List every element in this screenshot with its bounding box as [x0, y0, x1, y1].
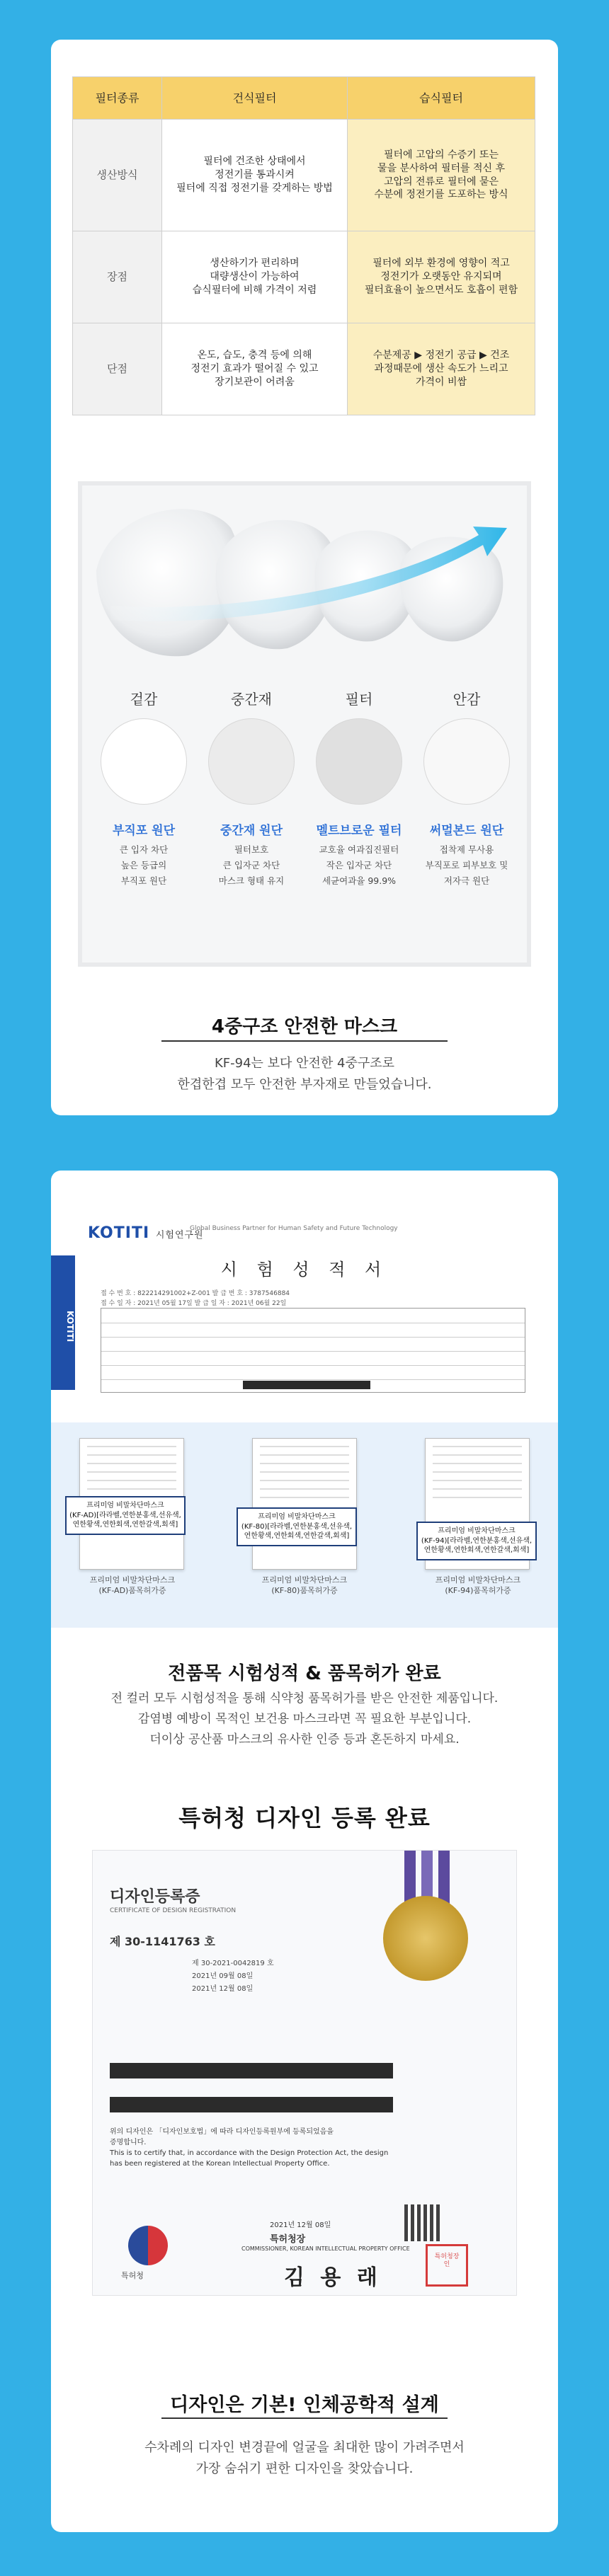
- registration-date: 2021년 12월 08일: [192, 1985, 254, 1993]
- permit-document-caption: 프리미엄 비말차단마스크 (KF-AD)품목허가증: [89, 1575, 176, 1595]
- section-heading: 특허청 디자인 등록 완료: [178, 1805, 431, 1832]
- section-heading: 디자인은 기본! 인체공학적 설계: [170, 2394, 439, 2416]
- design-certificate-title: 디자인등록증: [110, 1888, 200, 1906]
- application-number: 제 30-2021-0042819 호: [192, 1960, 274, 1967]
- row-label: 장점: [73, 231, 162, 323]
- permit-document-label: 프리미엄 비말차단마스크 (KF-AD)[라라벨,연한분홍색,선유색, 연한황색,연한회색,연한갈색,회색]: [65, 1496, 186, 1535]
- layer-inner: [414, 688, 520, 889]
- row-label: 생산방식: [73, 120, 162, 231]
- wet-filter-cell: 필터에 외부 환경에 영향이 적고 정전기가 오랫동안 유지되며 필터효율이 높으면서도 호흡이 편함: [348, 231, 535, 323]
- layer-description: 교호율 여과집진필터 작은 입자군 차단 세균여과율 99.9%: [319, 844, 399, 886]
- layer-description: 큰 입자 차단 높은 등급의 부직포 원단: [119, 844, 169, 886]
- certificate-statement: 위의 디자인은 「디자인보호법」에 따라 디자인등록원부에 등록되었음을 증명합니다. This is to certify that, in accordance with the Design Protection Act, the design has been registered at the Korean Intellectual Property Office.: [110, 2128, 389, 2168]
- dry-filter-cell: 온도, 습도, 충격 등에 의해 정전기 효과가 떨어질 수 있고 장기보관이 어려움: [162, 323, 348, 415]
- certificate-info-line: 접 수 일 자 : 2021년 05월 17일 발 급 일 자 : 2021년 06월 22일: [101, 1300, 287, 1307]
- mask-info-card-1: [51, 40, 558, 1115]
- layer-title: 부직포 원단: [112, 824, 176, 838]
- divider: [161, 2417, 448, 2419]
- layer-outer: [91, 688, 197, 889]
- certificate-tagline: Global Business Partner for Human Safety and Future Technology: [190, 1225, 398, 1232]
- kipo-label: 특허청: [121, 2271, 144, 2280]
- section-text: 수차례의 디자인 변경끝에 얼굴을 최대한 많이 가려주면서 가장 숨쉬기 편한 디자인을 찾았습니다.: [144, 2440, 465, 2476]
- layer-title: 써멀본드 원단: [429, 824, 504, 838]
- mask-structure-illustration: [78, 481, 531, 967]
- design-certificate-subtitle: CERTIFICATE OF DESIGN REGISTRATION: [110, 1907, 237, 1914]
- wet-filter-cell: 수분제공 ▶ 정전기 공급 ▶ 건조 과정때문에 생산 속도가 느리고 가격이 비쌈: [348, 323, 535, 415]
- test-certificate-image: [51, 1213, 558, 1398]
- mask-layers-image: [82, 485, 527, 677]
- dry-filter-cell: 필터에 건조한 상태에서 정전기를 통과시켜 필터에 직접 정전기를 갖게하는 방법: [162, 120, 348, 231]
- gold-seal-icon: [383, 1896, 468, 1981]
- section-heading: 4중구조 안전한 마스크: [211, 1016, 398, 1037]
- table-row: [73, 323, 535, 415]
- official-stamp: 특허청장 인: [426, 2244, 468, 2287]
- permit-document-caption: 프리미엄 비말차단마스크 (KF-80)품목허가증: [261, 1575, 348, 1595]
- table-header: 건식필터: [162, 77, 348, 120]
- certificate-table: [101, 1308, 525, 1393]
- layer-swatch: [208, 718, 295, 805]
- qr-code-icon: [404, 2204, 441, 2241]
- layer-filter: [306, 688, 412, 889]
- redacted-field: [110, 2097, 393, 2112]
- permit-document-caption: 프리미엄 비말차단마스크 (KF-94)품목허가증: [435, 1575, 521, 1595]
- layer-swatch: [316, 718, 402, 805]
- kotiti-side-band: KOTITI: [51, 1255, 75, 1390]
- certificate-info-line: 접 수 번 호 : 822214291002+Z-001 발 급 번 호 : 3787546884: [101, 1290, 290, 1297]
- wet-filter-cell: 필터에 고압의 수증기 또는 물을 분사하여 필터를 적신 후 고압의 전류로 필터에 묻은 수분에 정전기를 도포하는 방식: [348, 120, 535, 231]
- layer-name: 겉감: [130, 691, 158, 708]
- table-header: 습식필터: [348, 77, 535, 120]
- layer-description: 필터보호 큰 입자군 차단 마스크 형태 유지: [218, 844, 285, 886]
- commissioner-title-en: COMMISSIONER, KOREAN INTELLECTUAL PROPERTY OFFICE: [241, 2246, 410, 2252]
- layer-title: 중간재 원단: [220, 824, 283, 838]
- permit-document-label: 프리미엄 비말차단마스크 (KF-94)[라라벨,연한분홍색,선유색, 연한황색,연한회색,연한갈색,회색]: [416, 1522, 537, 1560]
- layer-title: 멜트브로운 필터: [316, 824, 402, 838]
- registration-number: 제 30-1141763 호: [110, 1935, 215, 1948]
- section-text: KF-94는 보다 안전한 4중구조로 한겹한겹 모두 안전한 부자재로 만들었습니다.: [177, 1056, 432, 1092]
- permit-document-label: 프리미엄 비말차단마스크 (KF-80)[라라벨,연한분홍색,선유색, 연한황색,연한회색,연한갈색,회색]: [237, 1507, 357, 1546]
- layer-name: 중간재: [231, 691, 272, 708]
- certificate-date: 2021년 12월 08일: [270, 2221, 331, 2229]
- table-header-row: [73, 77, 535, 120]
- certificate-title: 시 험 성 적 서: [220, 1260, 389, 1280]
- kipo-logo-icon: [128, 2226, 168, 2265]
- layer-name: 필터: [345, 691, 373, 708]
- table-header: 필터종류: [73, 77, 162, 120]
- permit-documents-band: [51, 1422, 558, 1628]
- layer-swatch: [423, 718, 510, 805]
- commissioner-title: 특허청장: [270, 2234, 306, 2245]
- mask-info-card-2: [51, 1171, 558, 2532]
- redacted-field: [110, 2063, 393, 2078]
- row-label: 단점: [73, 323, 162, 415]
- filter-comparison-table: [72, 76, 535, 415]
- table-row: [73, 231, 535, 323]
- table-row: [73, 120, 535, 231]
- permit-document-image: [252, 1438, 357, 1570]
- dry-filter-cell: 생산하기가 편리하며 대량생산이 가능하여 습식필터에 비해 가격이 저렴: [162, 231, 348, 323]
- section-text: 전 컬러 모두 시험성적을 통해 식약청 품목허가를 받은 안전한 제품입니다. 감염병 예방이 목적인 보건용 마스크라면 꼭 필요한 부분입니다. 더이상 공산품 마스크의 유사한 인증 등과 혼돈하지 마세요.: [110, 1691, 499, 1747]
- layer-middle: [198, 688, 304, 889]
- divider: [161, 1040, 448, 1042]
- layer-swatch: [101, 718, 187, 805]
- application-date: 2021년 09월 08일: [192, 1972, 254, 1980]
- layer-name: 안감: [453, 691, 481, 708]
- design-registration-certificate: [92, 1850, 517, 2296]
- layer-description: 접착제 무사용 부직포로 피부보호 및 저자극 원단: [425, 844, 508, 886]
- commissioner-signature: 김 용 래: [284, 2265, 382, 2290]
- section-heading: 전품목 시험성적 & 품목허가 완료: [168, 1663, 441, 1684]
- kotiti-logo: KOTITI 시험연구원: [88, 1224, 204, 1242]
